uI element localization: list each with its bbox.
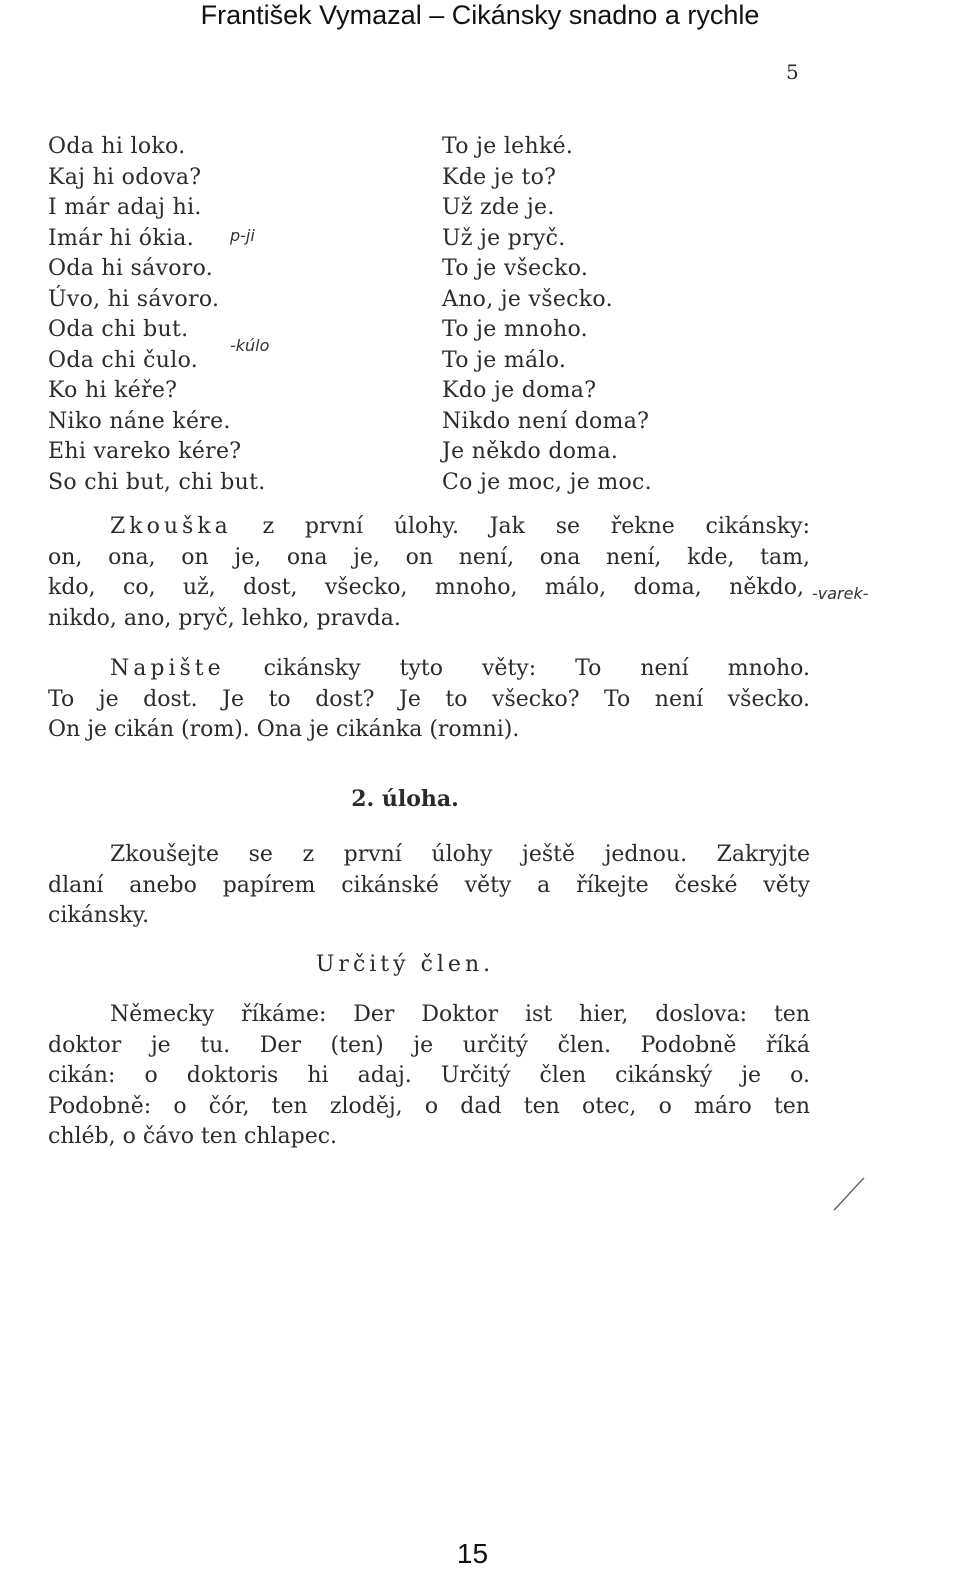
clen-line: Podobně: o čór, ten zloděj, o dad ten otec, o máro ten [48, 1093, 810, 1119]
left-column-line: Oda chi but. [48, 317, 189, 342]
zkouska-exercise [48, 512, 810, 634]
lesson-heading: 2. úloha. [351, 786, 459, 812]
zkouska-line: on, ona, on je, ona je, on není, ona není, kde, tam, [48, 544, 810, 570]
lesson-line: Zkoušejte se z první úlohy ještě jednou. Zakryjte [110, 842, 810, 867]
right-column-line: Už zde je. [442, 195, 555, 220]
right-column-line: Je někdo doma. [442, 439, 619, 464]
right-column-line: Kdo je doma? [442, 378, 597, 403]
left-column-line: Oda hi sávoro. [48, 256, 214, 281]
left-column-line: Niko náne kére. [48, 408, 231, 434]
right-column-line: Kde je to? [442, 164, 557, 190]
zkouska-line: z první úlohy. Jak se řekne cikánsky: [262, 514, 810, 539]
document-header-title: František Vymazal – Cikánsky snadno a rychle [200, 0, 760, 30]
napiste-line: To je dost. Je to dost? Je to všecko? To není všecko. [48, 686, 810, 712]
left-column-line: Ehi vareko kére? [48, 439, 242, 464]
zkouska-first-line [48, 512, 810, 543]
left-column-line: I már adaj hi. [48, 195, 202, 220]
right-column-line: Ano, je všecko. [442, 286, 613, 312]
right-column-line: To je mnoho. [442, 317, 588, 342]
left-column-line: So chi but, chi but. [48, 469, 266, 495]
right-column-line: Už je pryč. [442, 225, 566, 251]
right-column-line: Nikdo není doma? [442, 408, 650, 434]
footer-page-number: 15 [456, 1538, 489, 1569]
left-column-line: Úvo, hi sávoro. [48, 286, 220, 312]
pen-stroke-mark [830, 1174, 870, 1214]
left-column-line: Kaj hi odova? [48, 164, 202, 190]
left-column-romani [48, 132, 266, 498]
clen-line: cikán: o doktoris hi adaj. Určitý člen cikánský je o. [48, 1063, 810, 1088]
lesson-line: dlaní anebo papírem cikánské věty a říkejte české věty [48, 872, 810, 898]
handwritten-note: -varek- [812, 584, 869, 603]
lesson-line: cikánsky. [48, 903, 150, 928]
napiste-label: Napište [110, 656, 225, 681]
handwritten-note: -kúlo [230, 336, 270, 355]
handwritten-note: p-ji [230, 226, 255, 245]
left-column-line: Ko hi kéře? [48, 378, 178, 403]
right-column-line: To je všecko. [442, 256, 589, 281]
right-column-line: To je málo. [442, 347, 567, 373]
clen-line: Německy říkáme: Der Doktor ist hier, doslova: ten [110, 1002, 810, 1027]
clen-line: chléb, o čávo ten chlapec. [48, 1124, 338, 1149]
right-column-line: Co je moc, je moc. [442, 469, 652, 495]
scan-page-number: 5 [786, 60, 799, 84]
clen-line: doktor je tu. Der (ten) je určitý člen. Podobně říká [48, 1032, 810, 1058]
left-column-line: Oda chi čulo. [48, 347, 199, 373]
right-column-line: To je lehké. [442, 134, 574, 159]
left-column-line: Oda hi loko. [48, 134, 186, 159]
napiste-line: On je cikán (rom). Ona je cikánka (romni). [48, 717, 520, 742]
scanned-book-page [0, 36, 960, 1200]
napiste-exercise [48, 654, 810, 746]
left-column-line: Imár hi ókia. [48, 225, 194, 251]
zkouska-label: Zkouška [110, 514, 232, 539]
zkouska-line: kdo, co, už, dost, všecko, mnoho, málo, doma, někdo, [48, 575, 804, 600]
section-heading-urcity-clen: Určitý člen. [315, 952, 495, 977]
napiste-first-line [48, 654, 810, 685]
right-column-czech [442, 132, 652, 498]
lesson-paragraph [48, 840, 810, 932]
zkouska-line: nikdo, ano, pryč, lehko, pravda. [48, 605, 401, 631]
urcity-clen-paragraph [48, 1000, 810, 1153]
napiste-line: cikánsky tyto věty: To není mnoho. [263, 656, 811, 681]
